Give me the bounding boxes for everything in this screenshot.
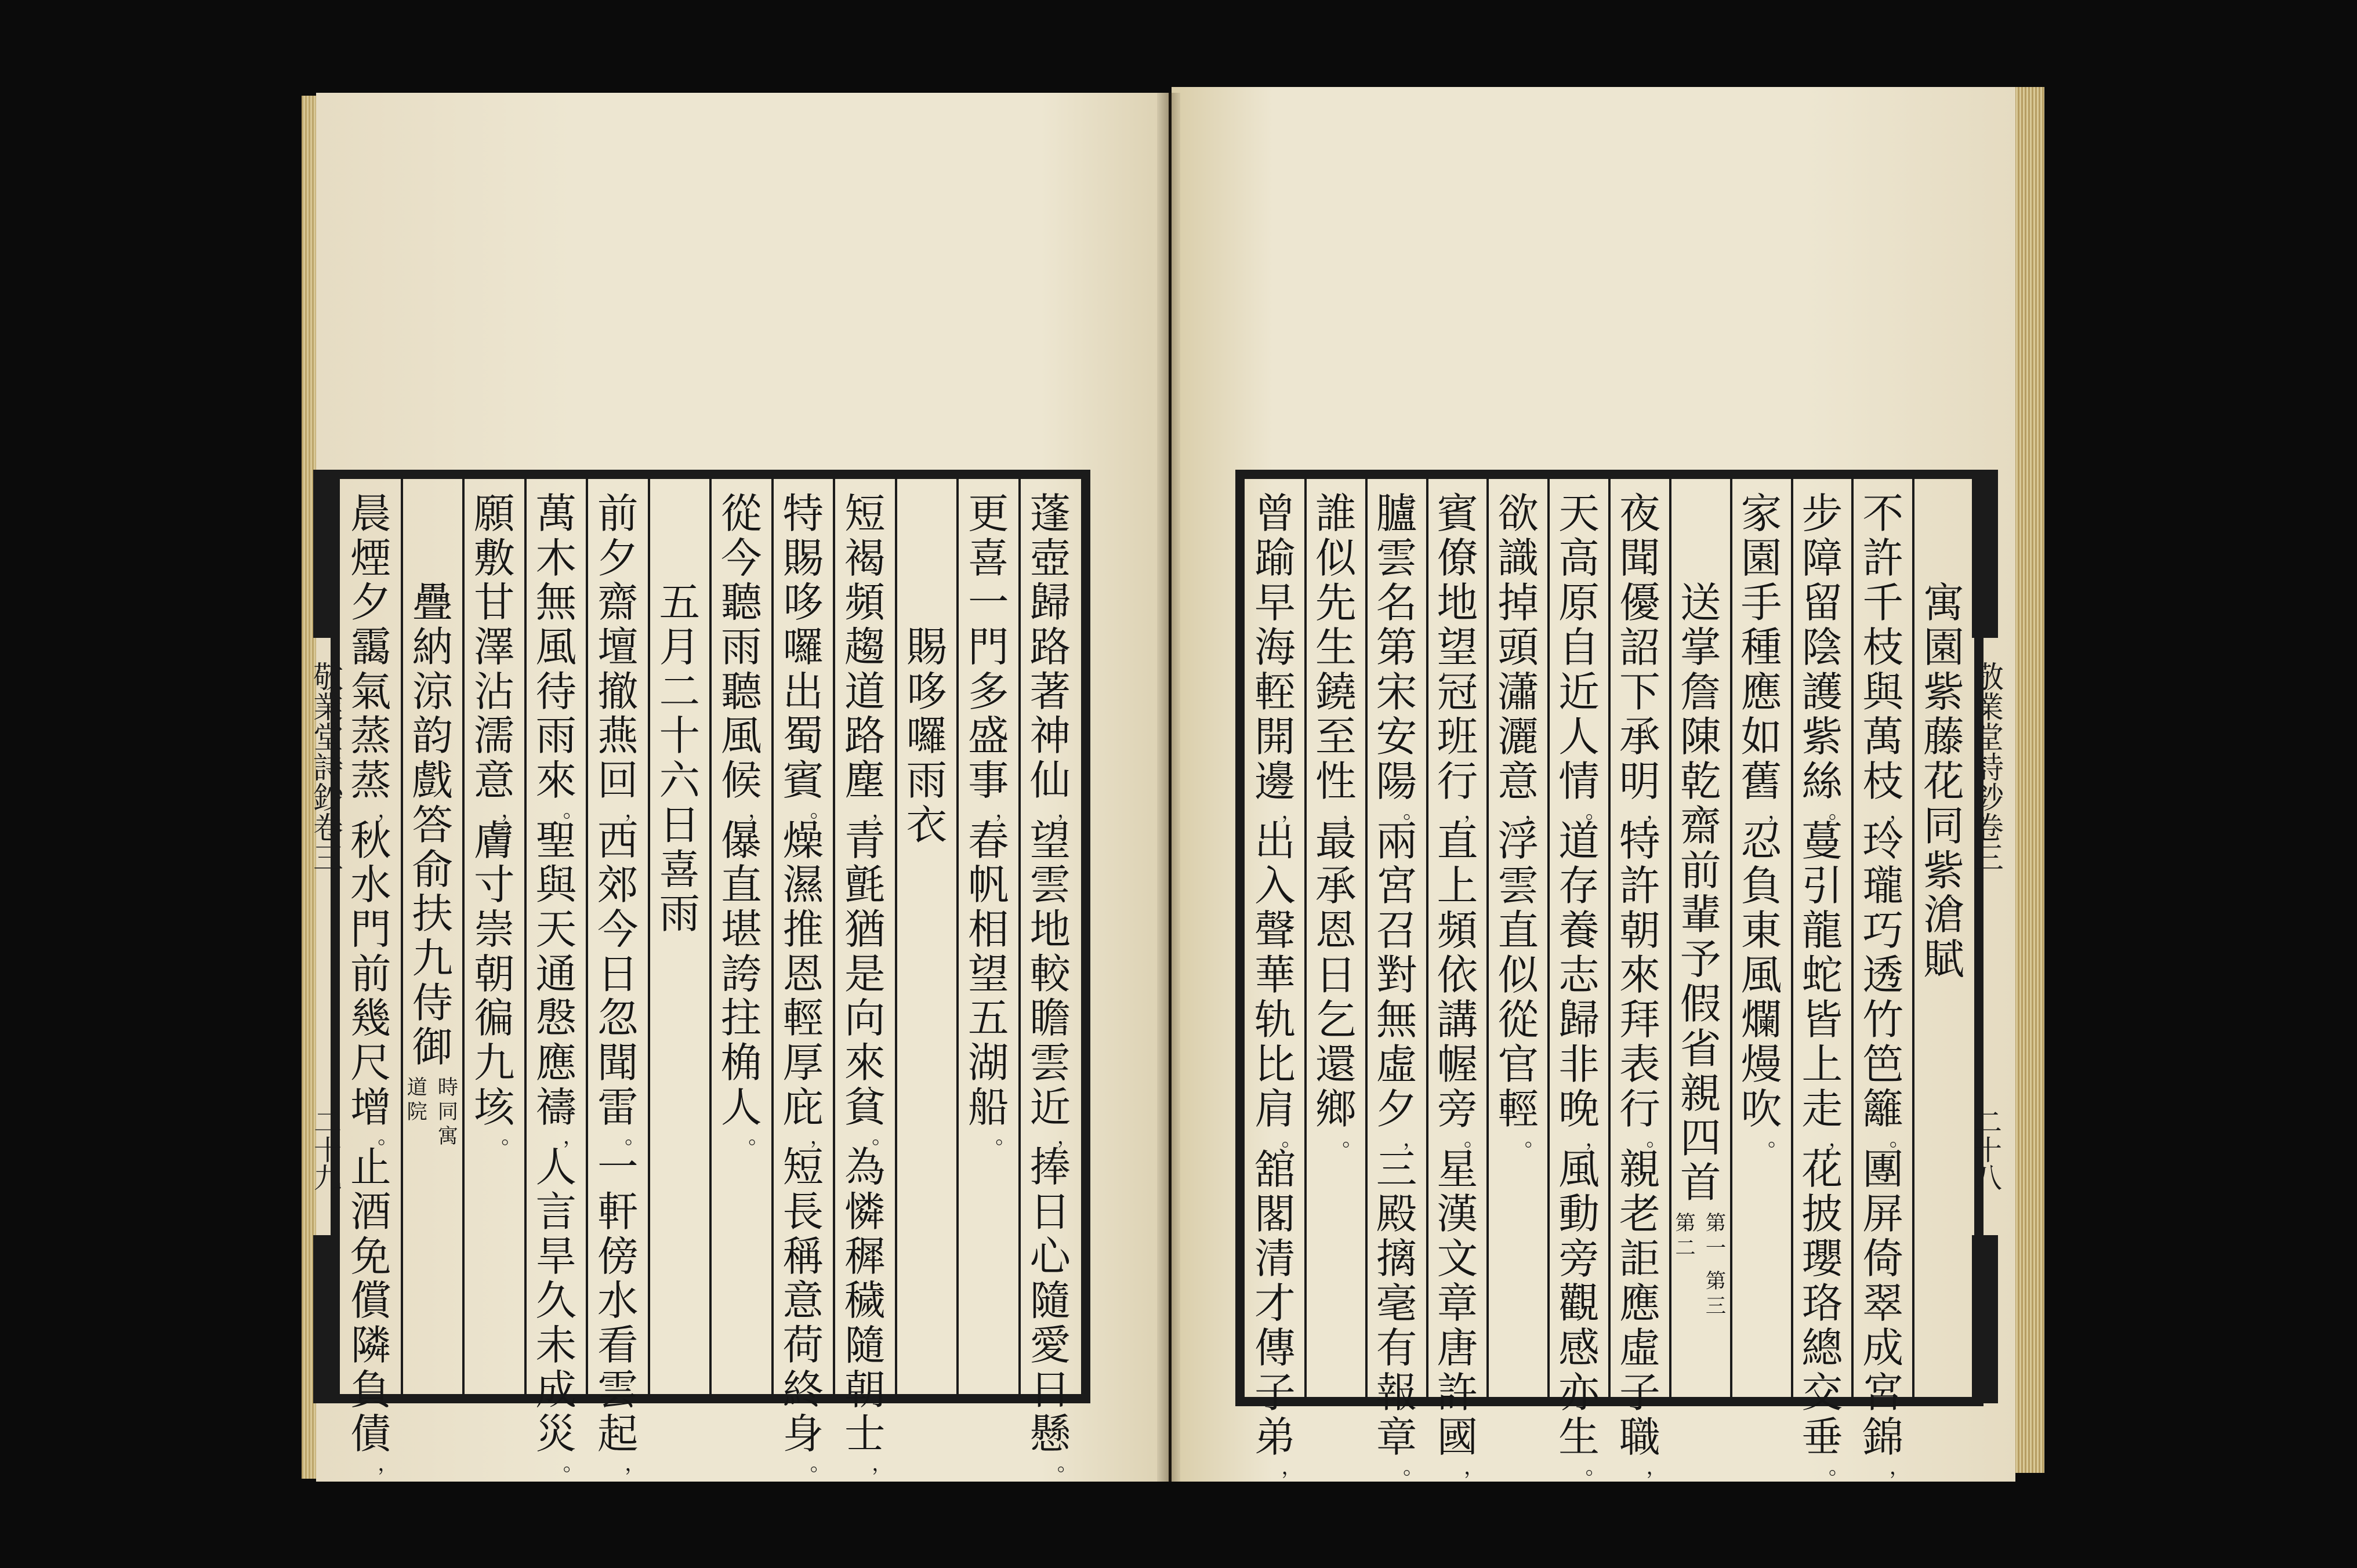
text-column: 賓 僚 地 望 冠 班 行 ， 直 上 頻 依 講 幄 旁 。 星 漢 文 章 唐 許 國 ， [1437,489,1485,1479]
right-fishtail-title: 敬業堂詩鈔卷三 [1968,661,2003,872]
text-column: 欲 識 掉 頭 瀟 灑 意 ， 浮 雲 直 似 從 官 輕 。 [1497,489,1546,1152]
text-column: 夜 聞 優 詔 下 承 明 ， 特 許 朝 來 拜 表 行 。 親 老 詎 應 虛 子 職 ， [1619,489,1667,1479]
right-fishtail-upper [1972,470,1998,638]
text-column: 賜 哆 囉 雨 衣 [906,623,948,849]
text-column: 天 高 原 自 近 人 情 。 道 存 養 志 歸 非 晚 ， 風 動 旁 觀 感 亦 生 。 [1558,489,1606,1479]
text-column: 五 月 二 十 六 日 喜 雨 [659,579,701,938]
annotation-note: 第 三 [1705,1269,1727,1318]
text-column: 短 褐 頻 趨 道 路 塵 ， 青 氈 猶 是 向 來 貧 。 為 憐 穉 穢 隨 朝 士 ， [844,490,893,1476]
text-column: 從 今 聽 雨 聽 風 候 ， 儤 直 堪 誇 拄 桷 人 。 [720,490,769,1149]
right-folio-number: 二十八 [1969,1108,2002,1191]
text-column: 不 許 千 枝 與 萬 枝 ， 玲 瓏 巧 透 竹 笆 籬 。 團 屏 倚 翠 成 宮 錦 ， [1862,489,1910,1479]
text-column: 臚 雲 名 第 宋 安 陽 。 兩 宮 召 對 無 虛 夕 ， 三 殿 摛 毫 有 報 章 。 [1376,489,1424,1479]
text-column: 蓬 壺 歸 路 著 神 仙 ， 望 雲 地 較 瞻 雲 近 ， 捧 日 心 隨 愛 日 懸 。 [1029,490,1078,1476]
left-fishtail-lower [313,1235,336,1403]
right-fishtail-lower [1972,1235,1998,1403]
annotation-note: 第 一 [1705,1211,1727,1260]
text-column: 特 賜 哆 囉 出 蜀 賓 。 燥 濕 推 恩 輕 厚 庇 ， 短 長 稱 意 荷 終 身 。 [782,490,831,1476]
text-column: 步 障 留 陰 護 紫 絲 。 蔓 引 龍 蛇 皆 上 走 ， 花 披 瓔 珞 總 交 垂 。 [1801,489,1850,1479]
text-column: 家 園 手 種 應 如 舊 ， 忍 負 東 風 爛 熳 吹 。 [1740,489,1789,1152]
text-column: 晨 煙 夕 靄 氣 蒸 蒸 ， 秋 水 門 前 幾 尺 增 。 止 酒 免 償 隣 負 債 ， [350,490,398,1476]
text-column: 願 敷 甘 澤 沾 濡 意 ， 膚 寸 崇 朝 徧 九 垓 。 [473,490,522,1149]
text-column: 更 喜 一 門 多 盛 事 ， 春 帆 相 望 五 湖 船 。 [967,490,1016,1149]
column-rule [956,479,959,1394]
gutter [1157,93,1180,1482]
text-column: 寓 園 紫 藤 花 同 紫 滄 賦 [1923,578,1964,984]
left-fishtail-upper [313,470,336,638]
text-column: 誰 似 先 生 鐃 至 性 ， 最 承 恩 日 乞 還 鄉 。 [1315,489,1363,1152]
text-column: 萬 木 無 風 待 雨 來 。 聖 與 天 通 慇 應 禱 ， 人 言 旱 久 未 成 災 。 [535,490,583,1476]
text-column: 曾 踰 早 海 䡖 開 邊 ， 出 入 聲 華 轨 比 肩 。 舘 閣 清 才 傳 子 弟 ， [1254,489,1302,1479]
text-column: 前 夕 齋 壇 撤 燕 回 ， 西 郊 今 日 忽 聞 雷 。 一 軒 傍 水 看 雲 起 ， [597,490,646,1476]
annotation-note: 時 同 寓 [437,1076,459,1149]
text-column: 疊 納 涼 韵 戲 答 俞 扶 九 侍 御 [412,579,454,1072]
left-folio-number: 二十九 [309,1108,342,1191]
right-page-edges [2012,87,2044,1473]
annotation-note: 道 院 [407,1076,427,1124]
annotation-note: 第 二 [1675,1211,1696,1260]
left-fishtail-title: 敬業堂詩鈔卷三 [307,661,343,872]
text-column: 送 掌 詹 陳 乾 齋 前 輩 予 假 省 親 四 首 [1680,578,1721,1207]
